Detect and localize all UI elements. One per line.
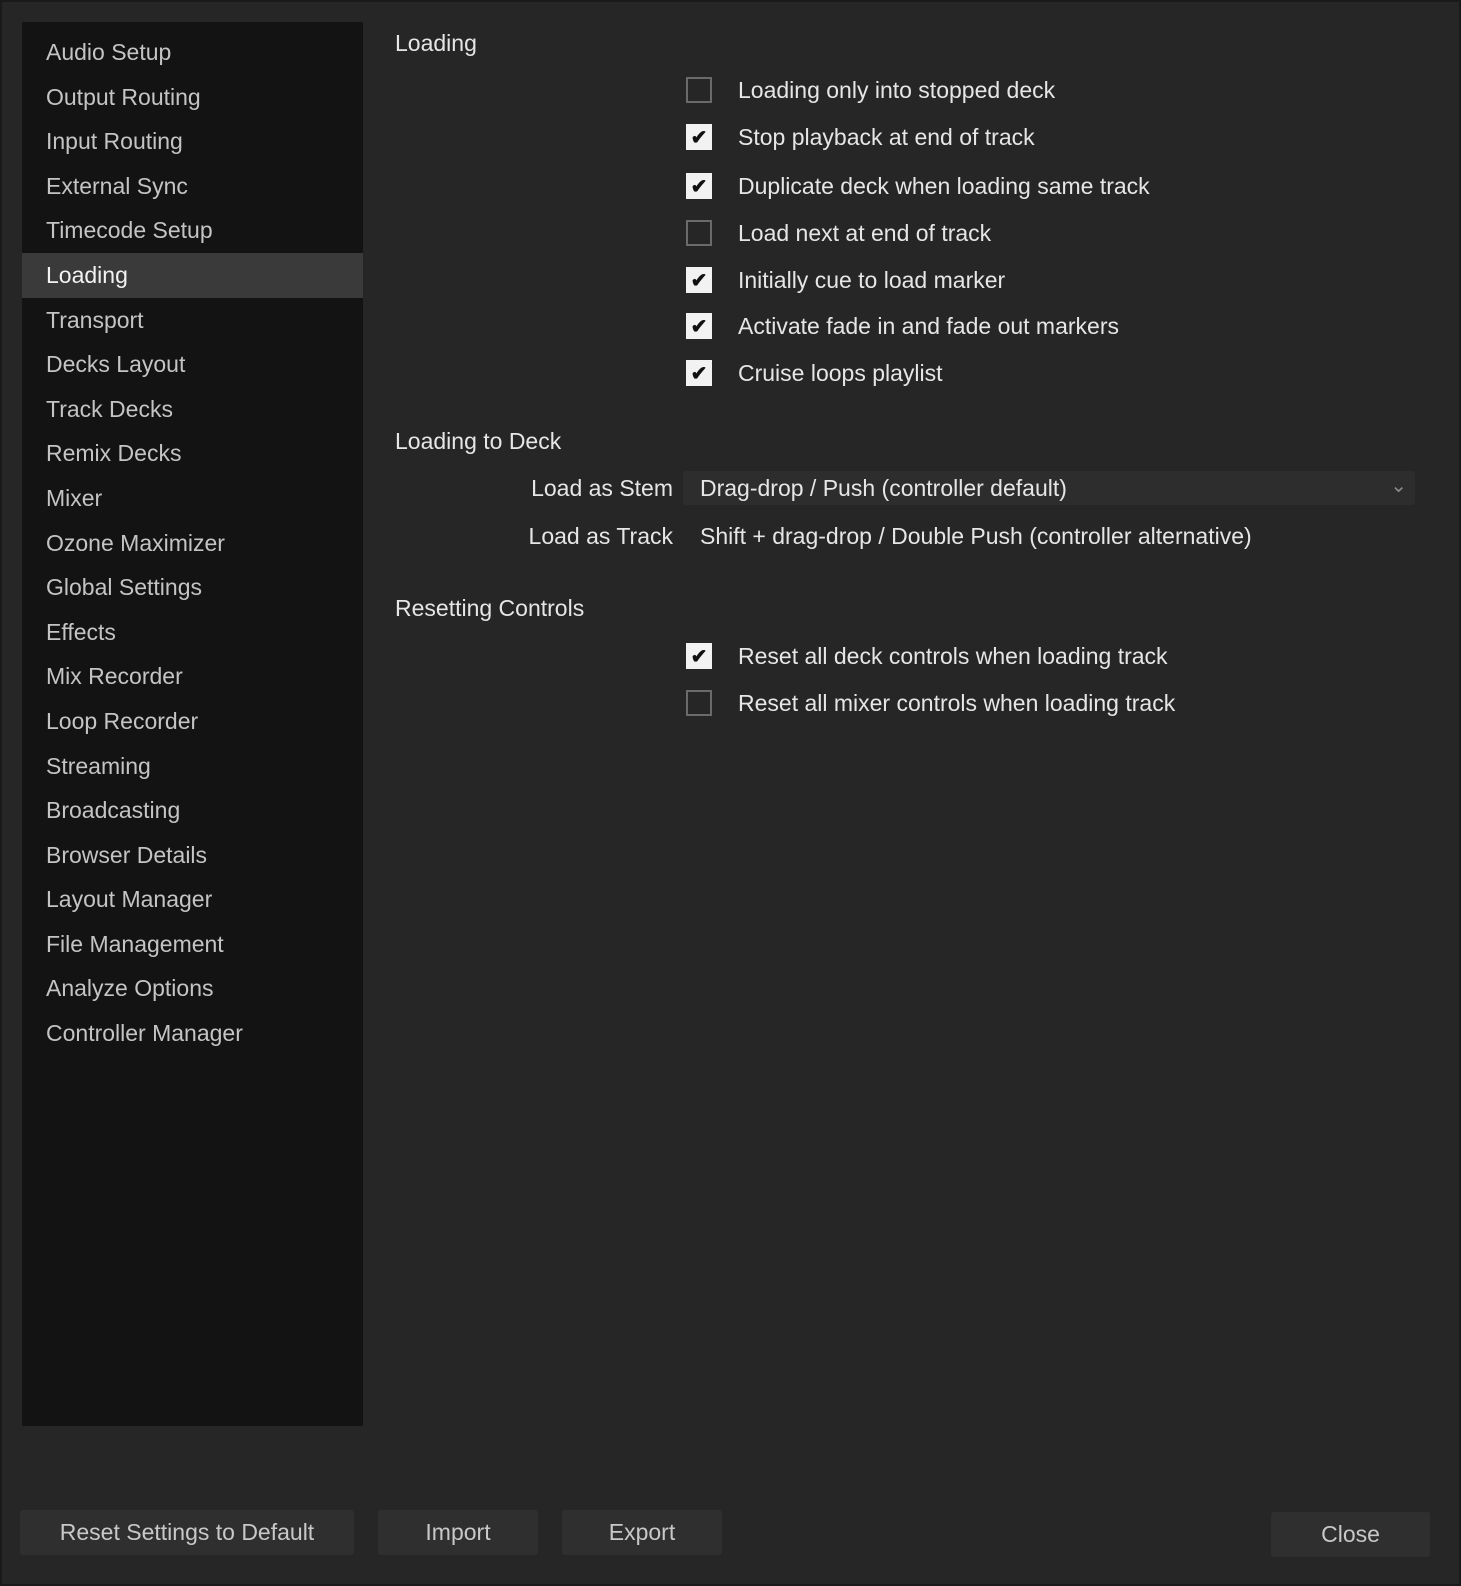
checkbox-checked-icon[interactable]: ✔ <box>686 360 712 386</box>
checkbox-row[interactable] <box>686 218 991 248</box>
load-as-track-value[interactable]: Shift + drag-drop / Double Push (controller alternative) <box>700 523 1252 549</box>
sidebar-item-file-management[interactable]: File Management <box>46 930 224 957</box>
load-as-track-label: Load as Track <box>528 523 673 549</box>
sidebar-item-timecode-setup[interactable]: Timecode Setup <box>46 217 213 244</box>
sidebar-item-broadcasting[interactable]: Broadcasting <box>46 797 181 824</box>
load-as-stem-label: Load as Stem <box>531 475 673 501</box>
import-button[interactable]: Import <box>378 1510 538 1555</box>
sidebar-item-effects[interactable]: Effects <box>46 618 116 645</box>
load-as-stem-value: Drag-drop / Push (controller default) <box>700 474 1067 501</box>
checkbox-row[interactable] <box>686 688 1175 718</box>
sidebar-item-input-routing[interactable]: Input Routing <box>46 128 183 155</box>
checkbox-label: Stop playback at end of track <box>738 123 1035 150</box>
section-heading-loading-to-deck: Loading to Deck <box>395 428 562 454</box>
checkbox-label: Cruise loops playlist <box>738 359 943 386</box>
sidebar-item-loading[interactable]: Loading <box>22 253 363 298</box>
section-heading-loading: Loading <box>395 30 477 56</box>
checkbox-label: Duplicate deck when loading same track <box>738 172 1150 199</box>
reset-settings-button[interactable]: Reset Settings to Default <box>20 1510 354 1555</box>
sidebar-item-mix-recorder[interactable]: Mix Recorder <box>46 663 183 690</box>
checkbox-row[interactable] <box>686 122 1035 152</box>
checkbox-label: Load next at end of track <box>738 219 992 246</box>
sidebar-item-track-decks[interactable]: Track Decks <box>46 395 173 422</box>
checkbox-checked-icon[interactable]: ✔ <box>686 267 712 293</box>
checkbox-label: Reset all mixer controls when loading track <box>738 689 1176 716</box>
sidebar-item-loop-recorder[interactable]: Loop Recorder <box>46 707 199 734</box>
checkbox-checked-icon[interactable]: ✔ <box>686 313 712 339</box>
sidebar-item-streaming[interactable]: Streaming <box>46 752 151 779</box>
sidebar-item-audio-setup[interactable]: Audio Setup <box>46 39 172 65</box>
checkbox-checked-icon[interactable]: ✔ <box>686 643 712 669</box>
sidebar-item-output-routing[interactable]: Output Routing <box>46 83 201 110</box>
checkbox-label: Reset all deck controls when loading track <box>738 642 1168 669</box>
sidebar-item-analyze-options[interactable]: Analyze Options <box>46 975 214 1002</box>
checkbox-unchecked-icon[interactable] <box>686 690 712 716</box>
checkbox-row[interactable] <box>686 265 1005 295</box>
sidebar-item-browser-details[interactable]: Browser Details <box>46 841 208 868</box>
sidebar-item-controller-manager[interactable]: Controller Manager <box>46 1020 243 1047</box>
checkbox-row[interactable] <box>686 641 1168 671</box>
checkbox-label: Loading only into stopped deck <box>738 76 1056 103</box>
checkbox-unchecked-icon[interactable] <box>686 77 712 103</box>
checkbox-row[interactable] <box>686 75 1055 105</box>
sidebar-item-remix-decks[interactable]: Remix Decks <box>46 440 182 467</box>
sidebar-item-decks-layout[interactable]: Decks Layout <box>46 351 186 378</box>
sidebar-item-external-sync[interactable]: External Sync <box>46 172 188 199</box>
checkbox-row[interactable] <box>686 311 1119 341</box>
close-button[interactable]: Close <box>1271 1512 1430 1557</box>
checkbox-unchecked-icon[interactable] <box>686 220 712 246</box>
checkbox-row[interactable] <box>686 171 1150 201</box>
chevron-down-icon: ⌄ <box>1390 475 1407 497</box>
sidebar-item-global-settings[interactable]: Global Settings <box>46 574 202 601</box>
sidebar-item-mixer[interactable]: Mixer <box>46 484 103 511</box>
checkbox-label: Activate fade in and fade out markers <box>738 312 1119 339</box>
checkbox-row[interactable] <box>686 358 943 388</box>
sidebar-item-transport[interactable]: Transport <box>46 306 144 333</box>
checkbox-checked-icon[interactable]: ✔ <box>686 124 712 150</box>
checkbox-checked-icon[interactable]: ✔ <box>686 173 712 199</box>
export-button[interactable]: Export <box>562 1510 722 1555</box>
load-as-stem-dropdown[interactable] <box>683 471 1415 505</box>
sidebar <box>22 22 363 1426</box>
checkbox-label: Initially cue to load marker <box>738 266 1006 293</box>
sidebar-item-layout-manager[interactable]: Layout Manager <box>46 886 213 913</box>
sidebar-item-ozone-maximizer[interactable]: Ozone Maximizer <box>46 529 225 556</box>
section-heading-resetting-controls: Resetting Controls <box>395 595 585 621</box>
